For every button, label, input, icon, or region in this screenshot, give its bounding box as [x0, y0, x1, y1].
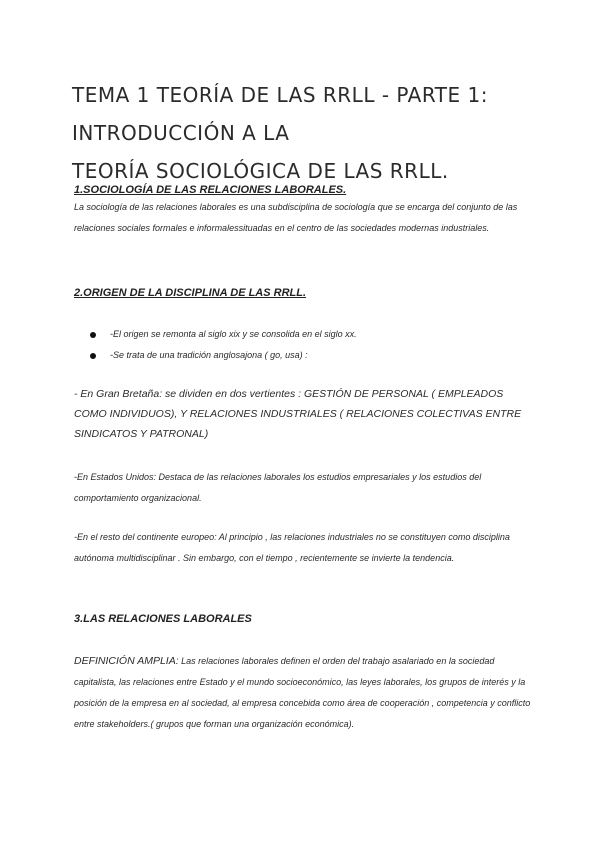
- page-title: [72, 76, 542, 190]
- title-line-1: TEMA 1 TEORÍA DE LAS RRLL - PARTE 1: INTRODUCCIÓN A LA: [72, 83, 488, 145]
- definition-label: DEFINICIÓN AMPLIA:: [74, 655, 179, 667]
- section-2-heading: 2.ORIGEN DE LA DISCIPLINA DE LAS RRLL.: [74, 287, 307, 299]
- section-2-bullet-list: [90, 324, 357, 366]
- bullet-dot-icon: [90, 332, 96, 338]
- list-item: [90, 345, 357, 366]
- resto-europa-paragraph: -En el resto del continente europeo: Al principio , las relaciones industriales no se constituyen como disciplina autónoma multidisciplinar . Sin embargo, con el tiempo , recientemente se invierte la tendencia.: [74, 532, 510, 563]
- definition-text: Las relaciones laborales definen el orden del trabajo asalariado en la sociedad capitalista, las relaciones entre Estado y el mundo socioeconómico, las leyes laborales, los grupos de interés y la posición de la empresa en al sociedad, al empresa concebida como área de cooperación , competencia y conflicto entre stakeholders.( grupos que forman una organización económica).: [74, 656, 531, 729]
- gran-bretana-paragraph: - En Gran Bretaña: se dividen en dos vertientes : GESTIÓN DE PERSONAL ( EMPLEADOS COMO INDIVIDUOS), Y RELACIONES INDUSTRIALES ( RELACIONES COLECTIVAS ENTRE SINDICATOS Y PATRONAL): [74, 388, 522, 440]
- title-line-2: TEORÍA SOCIOLÓGICA DE LAS RRLL.: [72, 159, 449, 183]
- section-3-heading: 3.LAS RELACIONES LABORALES: [74, 613, 252, 625]
- list-item: [90, 324, 357, 345]
- bullet-text: -Se trata de una tradición anglosajona ( go, usa) :: [110, 350, 308, 360]
- bullet-dot-icon: [90, 353, 96, 359]
- estados-unidos-paragraph: -En Estados Unidos: Destaca de las relaciones laborales los estudios empresariales y los estudios del comportamiento organizacional.: [74, 472, 482, 503]
- section-1-heading: 1.SOCIOLOGÍA DE LAS RELACIONES LABORALES.: [74, 184, 347, 196]
- section-1-paragraph: La sociología de las relaciones laborales es una subdisciplina de sociología que se encarga del conjunto de las relaciones sociales formales e informalessituadas en el centro de las sociedades modernas industriales.: [74, 202, 518, 233]
- bullet-text: -El origen se remonta al siglo xix y se consolida en el siglo xx.: [110, 329, 357, 339]
- section-3-definition: [74, 651, 534, 735]
